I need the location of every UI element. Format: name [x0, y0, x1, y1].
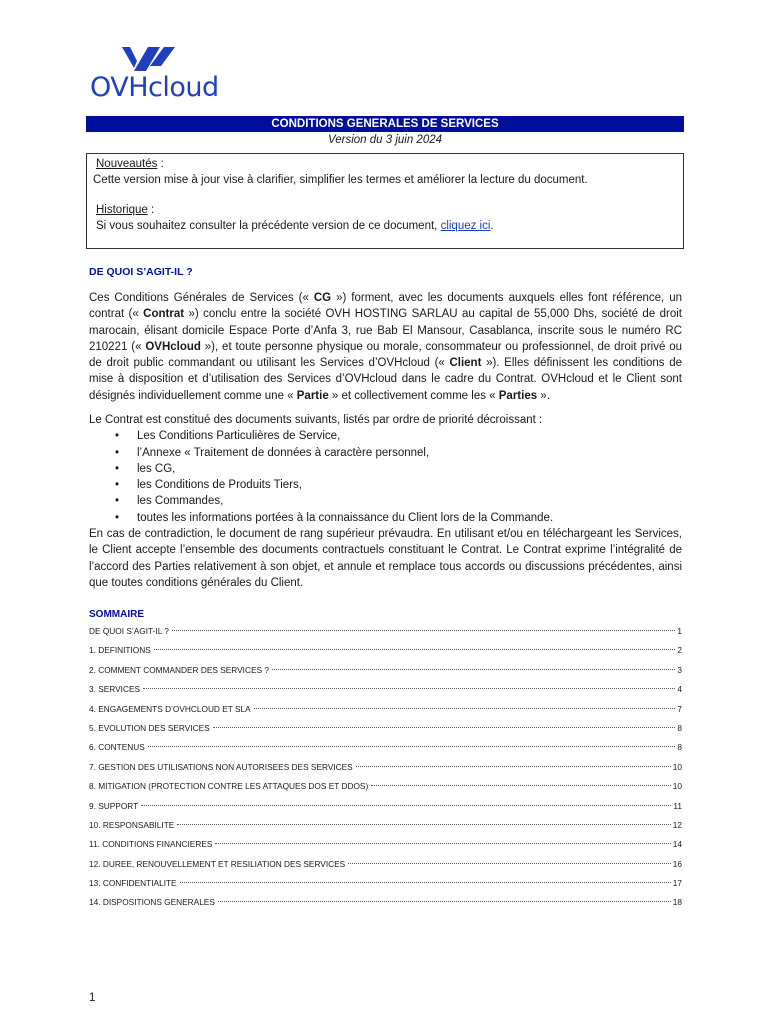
history-label: Historique	[96, 204, 148, 216]
p1-text-g: »), et toute personne physique ou morale, consommateur ou professionnel, de droit privé ou de droit public commandant ou utilisant les Services d’OVHcloud («	[89, 340, 682, 370]
toc-label: 9. SUPPORT	[89, 800, 139, 811]
toc-entry[interactable]	[89, 661, 682, 680]
toc-label: 14. DISPOSITIONS GENERALES	[89, 897, 215, 908]
toc-entry[interactable]	[89, 777, 682, 796]
toc-entry[interactable]	[89, 758, 682, 777]
toc-entry[interactable]	[89, 719, 682, 738]
document-title: CONDITIONS GENERALES DE SERVICES	[86, 116, 684, 132]
toc-page: 18	[672, 897, 682, 908]
history-suffix: :	[147, 204, 155, 216]
toc-label: 12. DUREE, RENOUVELLEMENT ET RESILIATION DES SERVICES	[89, 858, 346, 869]
toc-page: 12	[672, 819, 682, 830]
toc-label: 4. ENGAGEMENTS D’OVHCLOUD ET SLA	[89, 703, 251, 714]
toc-entry[interactable]	[89, 700, 682, 719]
ovhcloud-logo-icon	[120, 44, 184, 72]
toc-label: 13. CONFIDENTIALITE	[89, 878, 177, 889]
toc-label: 8. MITIGATION (PROTECTION CONTRE LES ATTAQUES DOS ET DDOS)	[89, 781, 369, 792]
toc-page: 3	[677, 664, 682, 675]
toc-title: SOMMAIRE	[89, 609, 144, 620]
table-of-contents	[89, 622, 682, 913]
toc-label: 2. COMMENT COMMANDER DES SERVICES ?	[89, 664, 269, 675]
toc-entry[interactable]	[89, 641, 682, 660]
p1-term-partie: Partie	[296, 389, 329, 402]
history-link[interactable]: cliquez ici	[440, 219, 491, 232]
intro-paragraph	[89, 290, 682, 404]
p1-text-a: Ces Conditions Générales de Services («	[89, 292, 314, 304]
toc-page: 8	[677, 722, 682, 733]
toc-label: DE QUOI S’AGIT-IL ?	[89, 626, 169, 636]
toc-page: 1	[677, 626, 682, 636]
news-line	[96, 157, 674, 173]
ovhcloud-logo	[90, 44, 220, 104]
document-version: Version du 3 juin 2024	[327, 134, 443, 146]
contract-documents-list	[89, 428, 682, 526]
toc-label: 6. CONTENUS	[89, 742, 145, 753]
toc-page: 4	[677, 684, 682, 695]
history-end: .	[490, 219, 494, 232]
toc-label: 3. SERVICES	[89, 684, 141, 695]
toc-entry[interactable]	[89, 680, 682, 699]
p1-text-m: ».	[537, 389, 550, 402]
toc-label: 1. DEFINITIONS	[89, 645, 151, 656]
page-number: 1	[89, 992, 96, 1004]
section-title: DE QUOI S’AGIT-IL ?	[89, 266, 193, 278]
contract-paragraph	[89, 412, 682, 591]
toc-entry[interactable]	[89, 622, 682, 641]
p1-term-parties: Parties	[498, 389, 538, 402]
toc-page: 14	[672, 839, 682, 850]
p1-term-ovhcloud: OVHcloud	[145, 340, 201, 353]
toc-label: 7. GESTION DES UTILISATIONS NON AUTORISEES DES SERVICES	[89, 761, 353, 772]
p1-text-i: »). Elles définissent les conditions de mise à disposition et d’utilisation des Services d’OVHcloud dans le cadre du Contrat. OVHcloud et le Client sont désignés individuellement comme une «	[89, 357, 682, 402]
news-suffix: :	[157, 158, 164, 170]
toc-entry[interactable]	[89, 874, 682, 893]
contradiction-paragraph: En cas de contradiction, le document de rang supérieur prévaudra. En utilisant et/ou en téléchargeant les Services, le Client accepte l’ensemble des documents contractuels constituant le Contrat. Le Contrat exprime l’intégralité de l’accord des Parties relativement à son objet, et annule et remplace tous accords ou discussions précédentes, ainsi que toutes conditions générales du Client.	[89, 528, 682, 589]
list-item: • les Commandes,	[115, 493, 682, 509]
toc-page: 16	[672, 858, 682, 869]
toc-entry[interactable]	[89, 738, 682, 757]
p1-text-k: » et collectivement comme les «	[328, 389, 499, 402]
p1-text-c: ») forment, avec les documents auxquels elles font référence, un contrat («	[89, 292, 682, 321]
history-text	[96, 219, 674, 235]
toc-entry[interactable]	[89, 835, 682, 854]
p1-term-contrat: Contrat	[143, 308, 185, 321]
list-item: • les CG,	[115, 461, 682, 477]
toc-page: 10	[672, 761, 682, 772]
p1-term-client: Client	[449, 357, 482, 370]
toc-entry[interactable]	[89, 855, 682, 874]
toc-page: 17	[672, 878, 682, 889]
toc-page: 11	[673, 800, 682, 811]
news-text: Cette version mise à jour vise à clarifier, simplifier les termes et améliorer la lecture du document.	[93, 173, 588, 186]
toc-entry[interactable]	[89, 893, 682, 912]
list-item: • toutes les informations portées à la connaissance du Client lors de la Commande.	[115, 510, 682, 526]
toc-label: 10. RESPONSABILITE	[89, 819, 175, 830]
toc-page: 2	[677, 645, 682, 656]
toc-page: 10	[672, 781, 682, 792]
history-sentence: Si vous souhaitez consulter la précédente version de ce document,	[96, 219, 441, 232]
notes-box	[86, 153, 684, 249]
history-line	[96, 203, 674, 219]
toc-label: 5. EVOLUTION DES SERVICES	[89, 722, 210, 733]
toc-page: 8	[677, 742, 682, 753]
toc-label: 11. CONDITIONS FINANCIERES	[89, 839, 213, 850]
news-label: Nouveautés	[96, 158, 158, 170]
toc-page: 7	[677, 703, 682, 714]
ovhcloud-logo-text: OVHcloud	[90, 72, 219, 103]
p1-term-cg: CG	[313, 292, 332, 304]
toc-entry[interactable]	[89, 816, 682, 835]
toc-entry[interactable]	[89, 797, 682, 816]
list-item: • les Conditions de Produits Tiers,	[115, 477, 682, 493]
contract-intro: Le Contrat est constitué des documents suivants, listés par ordre de priorité décroissant :	[89, 414, 543, 426]
p1-text-e: ») conclu entre la société OVH HOSTING SARLAU au capital de 55,000 Dhs, société de droit marocain, élisant domicile Espace Porte d’Anfa 3, rue Bab El Mansour, Casablanca, inscrite sous le numéro RC 210221 («	[89, 308, 682, 353]
list-item: • l’Annexe « Traitement de données à caractère personnel,	[115, 445, 682, 461]
list-item: • Les Conditions Particulières de Service,	[115, 428, 682, 444]
